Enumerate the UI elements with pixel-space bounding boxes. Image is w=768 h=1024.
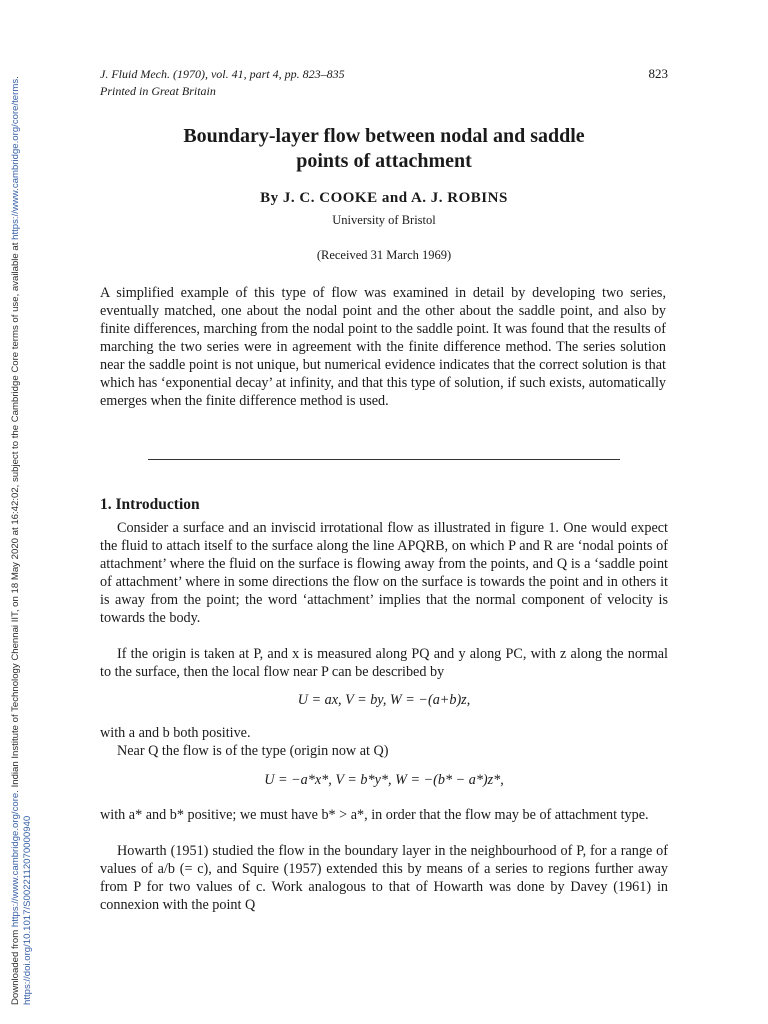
- affiliation: University of Bristol: [332, 213, 436, 227]
- authors: By J. C. COOKE and A. J. ROBINS: [260, 190, 508, 206]
- equation-note-1: with a and b both positive.: [100, 725, 251, 741]
- section-heading-introduction: 1. Introduction: [100, 496, 200, 513]
- intro-paragraph-3: Near Q the flow is of the type (origin now at Q): [117, 743, 389, 759]
- download-notice: Downloaded from https://www.cambridge.org/core. Indian Institute of Technology Chennai IIT, on 18 May 2020 at 16:42:02, subject to the Cambridge Core terms of use, available at https://www.cambridge.org/core/terms.: [10, 76, 21, 1005]
- intro-paragraph-1: Consider a surface and an inviscid irrotational flow as illustrated in figure 1. One would expect the fluid to attach itself to the surface along the line APQRB, on which P and R are ‘nodal points of attachment’ where the fluid on the surface is flowing away from the points, and Q is a ‘saddle point of attachment’ where in some directions the flow on the surface is towards the point and in others it is away from the point; the word ‘attachment’ implies that the normal component of velocity is towards the body.: [100, 520, 668, 626]
- intro-paragraph-2: If the origin is taken at P, and x is measured along PQ and y along PC, with z along the normal to the surface, then the local flow near P can be described by: [100, 646, 668, 680]
- download-watermark: [0, 0, 33, 1024]
- cambridge-core-link[interactable]: https://www.cambridge.org/core: [10, 792, 21, 928]
- terms-link[interactable]: https://www.cambridge.org/core/terms: [10, 78, 21, 240]
- equation-note-2: with a* and b* positive; we must have b* > a*, in order that the flow may be of attachment type.: [100, 807, 649, 823]
- abstract: A simplified example of this type of flow was examined in detail by developing two series, eventually matched, one about the nodal point and the other about the saddle point, and also by finite differences, marching from the nodal point to the saddle point. It was found that the results of marching the two series were in agreement with the finite difference method. The series solution near the saddle point is not unique, but numerical evidence indicates that the correct solution is that which has ‘exponential decay’ at infinity, and that this type of solution, if such exists, automatically emerges when the finite difference method is used.: [100, 285, 666, 409]
- intro-paragraph-4: Howarth (1951) studied the flow in the boundary layer in the neighbourhood of P, for a range of values of a/b (= c), and Squire (1957) extended this by means of a series to regions further away from P for two values of c. Work analogous to that of Howarth was done by Davey (1961) in connexion with the point Q: [100, 843, 668, 913]
- journal-header: [100, 66, 345, 100]
- page-number: 823: [648, 66, 668, 81]
- equation-saddle-flow: U = −a*x*, V = b*y*, W = −(b* − a*)z*,: [264, 772, 504, 788]
- divider: [148, 459, 620, 460]
- equation-nodal-flow: U = ax, V = by, W = −(a+b)z,: [297, 692, 471, 708]
- printed-in: Printed in Great Britain: [100, 84, 216, 98]
- doi-link[interactable]: https://doi.org/10.1017/S0022112070000940: [22, 815, 33, 1005]
- paper-title: Boundary-layer flow between nodal and saddle points of attachment: [183, 125, 585, 172]
- received-date: (Received 31 March 1969): [316, 248, 452, 262]
- journal-citation: J. Fluid Mech. (1970), vol. 41, part 4, pp. 823–835: [100, 67, 345, 81]
